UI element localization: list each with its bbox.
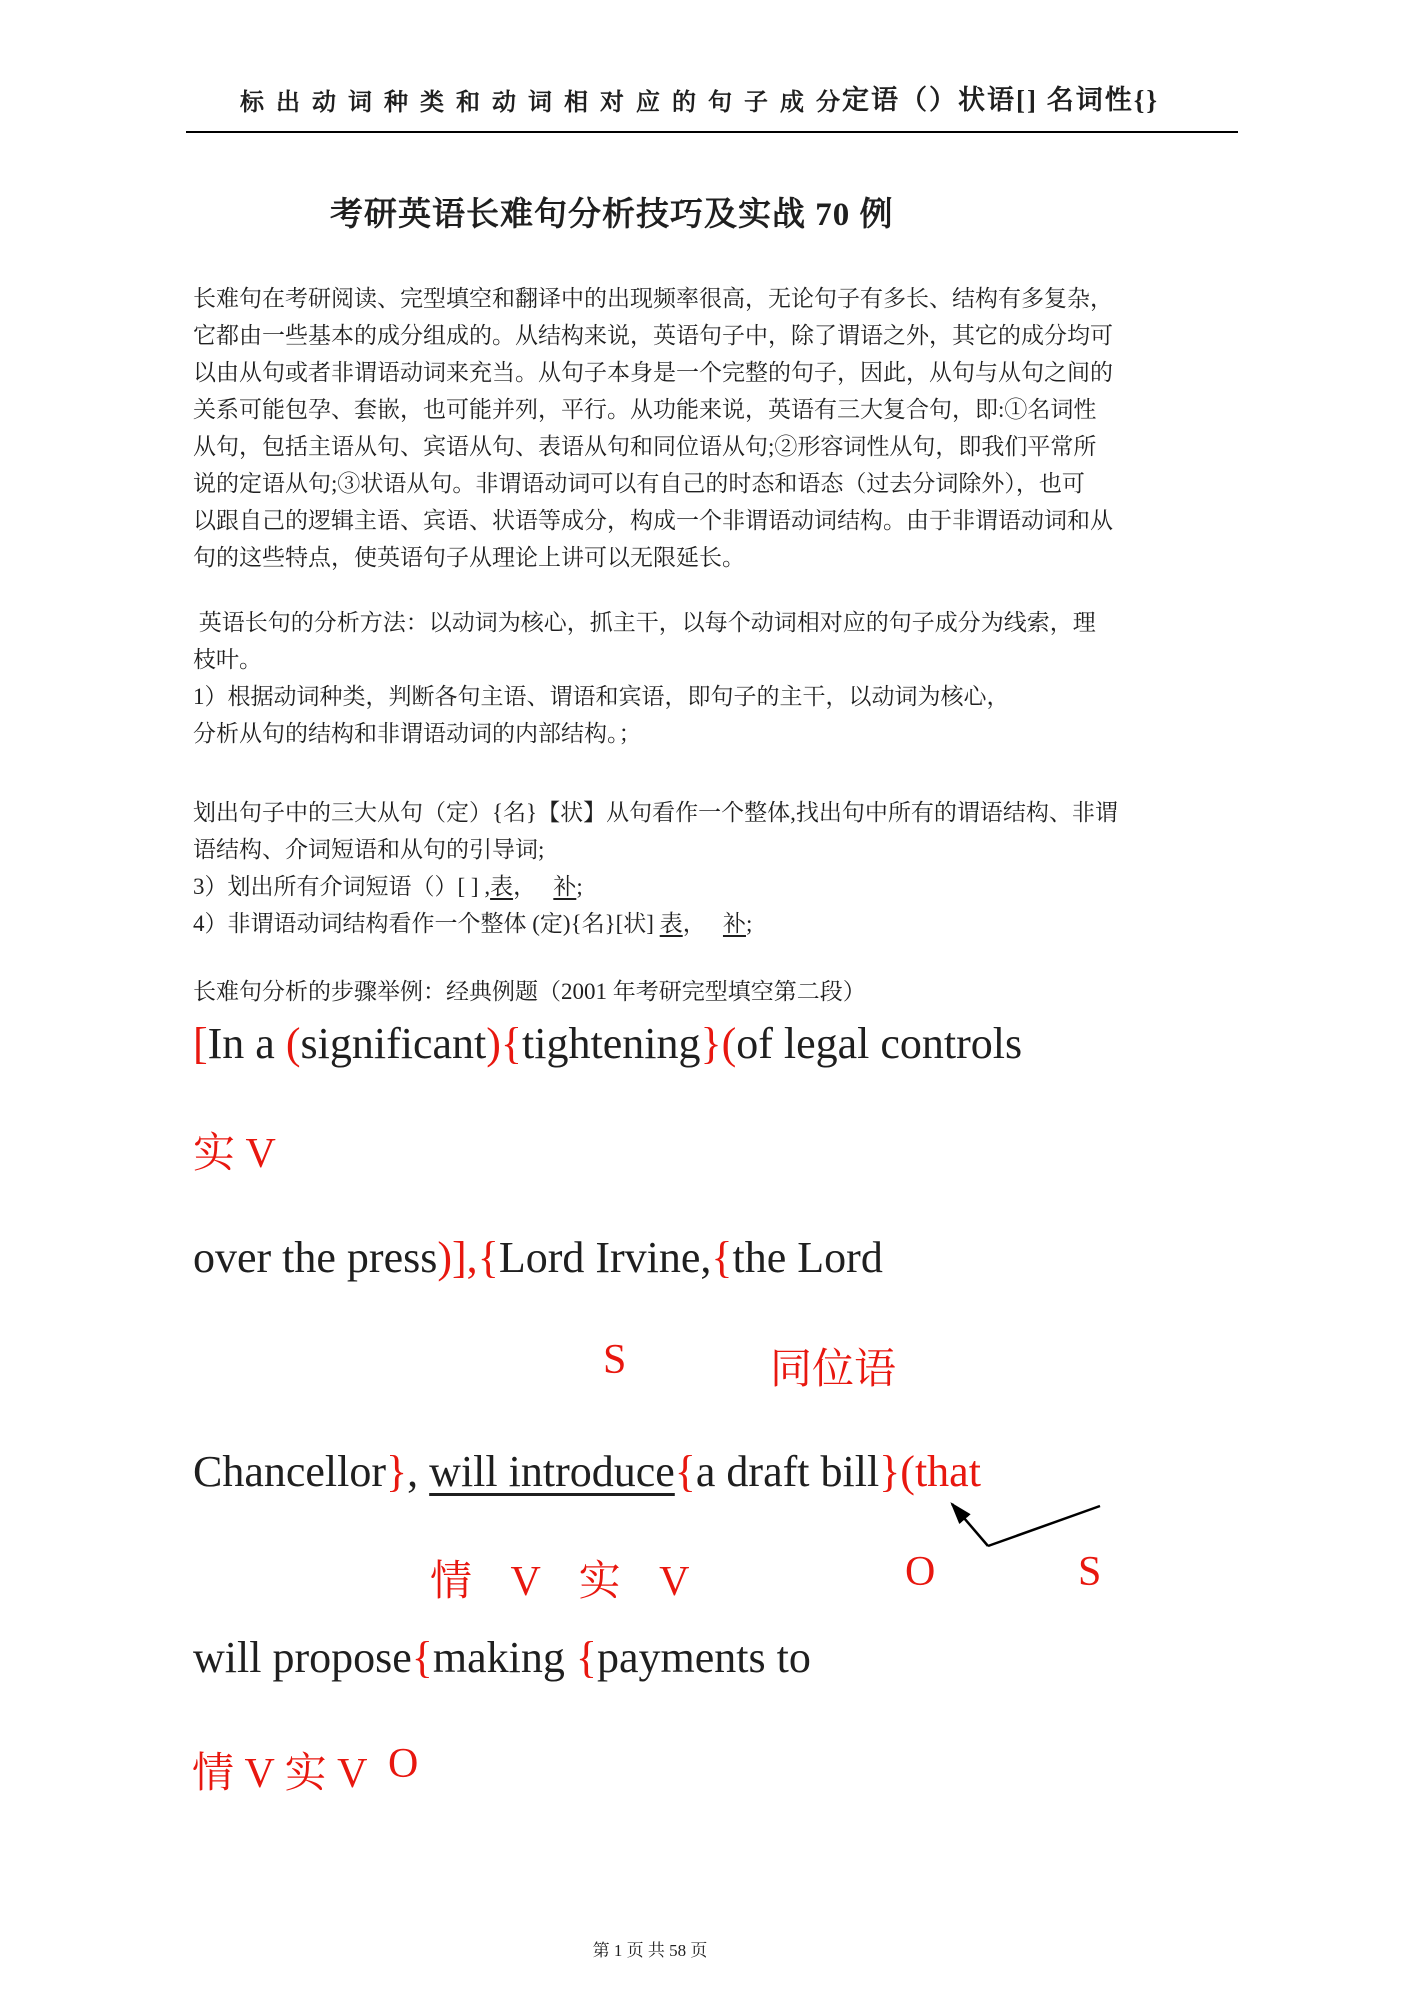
text-segment: tightening [522,1019,701,1068]
text-segment: ) [486,1019,501,1068]
annotation-s: S [603,1337,627,1383]
step1-paragraph [193,678,1010,752]
text-segment: { [500,1019,523,1068]
annotation-s-2: S [1078,1549,1102,1595]
text-segment: 补 [722,911,746,936]
text-segment: )], [437,1233,478,1282]
text-segment: 表 [490,874,514,899]
text-line: 说的定语从句;③状语从句。非谓语动词可以有自己的时态和语态（过去分词除外），也可 [193,471,1085,496]
text-segment: over the press [193,1233,438,1282]
text-segment: { [477,1233,499,1282]
text-segment: the Lord [732,1233,883,1282]
text-segment: { [674,1447,696,1496]
text-segment: } [879,1447,901,1496]
header-rule [186,131,1238,133]
text-segment: { [575,1633,597,1682]
text-line: 长难句在考研阅读、完型填空和翻译中的出现频率很高，无论句子有多长、结构有多复杂， [193,286,1113,311]
text-line: 枝叶。 [193,647,262,672]
text-segment: , [407,1447,430,1496]
intro-paragraph [193,280,1113,576]
text-segment: ( [285,1019,301,1068]
text-line: 关系可能包孕、套嵌，也可能并列，平行。从功能来说，英语有三大复合句，即:①名词性 [193,397,1097,422]
text-segment: ， [682,911,723,936]
header-right-text: 定语（）状语[] 名词性{} [842,85,1160,115]
text-line: 它都由一些基本的成分组成的。从结构来说，英语句子中，除了谓语之外，其它的成分均可 [193,323,1113,348]
text-segment: ; [745,911,753,936]
text-segment: } [386,1447,408,1496]
method-paragraph [193,604,1096,678]
header-left-text: 标出动词种类和动词相对应的句子成分 [240,90,852,116]
step4-line [193,905,1118,942]
text-segment: { [711,1233,733,1282]
text-segment: ， [513,874,554,899]
text-segment: } [700,1019,722,1068]
text-line: 句的这些特点，使英语句子从理论上讲可以无限延长。 [193,545,745,570]
arrow-right-branch [988,1506,1100,1546]
annotation-o-2: O [388,1741,419,1787]
text-segment: (that [900,1447,981,1496]
example-line-3 [193,1444,981,1500]
clause-marking-lines [193,794,1118,868]
text-line: 英语长句的分析方法：以动词为核心，抓主干，以每个动词相对应的句子成分为线索，理 [193,610,1096,635]
text-line: 以由从句或者非谓语动词来充当。从句子本身是一个完整的句子，因此，从句与从句之间的 [193,360,1113,385]
example-intro: 长难句分析的步骤举例：经典例题（2001 年考研完型填空第二段） [193,979,866,1004]
text-segment: 4）非谓语动词结构看作一个整体 (定){名}[状] [193,911,660,936]
example-line-1 [193,1016,1022,1072]
example-line-2 [193,1230,883,1286]
arrow-annotation [928,1490,1118,1556]
clause-marking-paragraph [193,794,1118,942]
text-segment: 表 [659,911,683,936]
text-segment: payments to [597,1633,811,1682]
text-segment: will introduce [429,1447,675,1496]
text-segment: ( [721,1019,737,1068]
annotation-o: O [905,1549,936,1595]
annotation-appositive: 同位语 [770,1347,897,1393]
text-line: 1）根据动词种类，判断各句主语、谓语和宾语，即句子的主干，以动词为核心， [193,684,1010,709]
text-segment: of legal controls [736,1019,1023,1068]
text-segment: Chancellor [193,1447,387,1496]
text-segment: a draft bill [695,1447,880,1496]
text-segment: will propose [193,1633,412,1682]
text-segment: 3）划出所有介词短语（）[ ] , [193,874,491,899]
text-line: 从句，包括主语从句、宾语从句、表语从句和同位语从句;②形容词性从句，即我们平常所 [193,434,1097,459]
text-segment: significant [300,1019,487,1068]
arrow-left-branch [952,1504,988,1546]
text-line: 分析从句的结构和非谓语动词的内部结构。； [193,721,642,746]
annotation-shi-v: 实 V [193,1131,276,1177]
text-segment: ; [576,874,583,899]
page-title: 考研英语长难句分析技巧及实战 70 例 [330,197,894,233]
text-line: 以跟自己的逻辑主语、宾语、状语等成分，构成一个非谓语动词结构。由于非谓语动词和从 [193,508,1113,533]
text-segment: Lord Irvine, [498,1233,712,1282]
text-segment: making [432,1633,576,1682]
text-segment: 补 [553,874,577,899]
text-line: 语结构、介词短语和从句的引导词; [193,837,545,862]
text-segment: In a [207,1019,286,1068]
page-number: 第 1 页 共 58 页 [592,1941,708,1960]
text-segment: [ [193,1019,208,1068]
text-line: 划出句子中的三大从句（定）{名}【状】从句看作一个整体,找出句中所有的谓语结构、非谓 [193,800,1118,825]
text-segment: { [411,1633,433,1682]
step3-line [193,868,1118,905]
example-line-4 [193,1630,811,1686]
annotation-qing-v-shi-v-2: 情 V 实 V [192,1751,368,1797]
annotation-qing-v-shi-v: 情 V 实 V [430,1559,690,1605]
